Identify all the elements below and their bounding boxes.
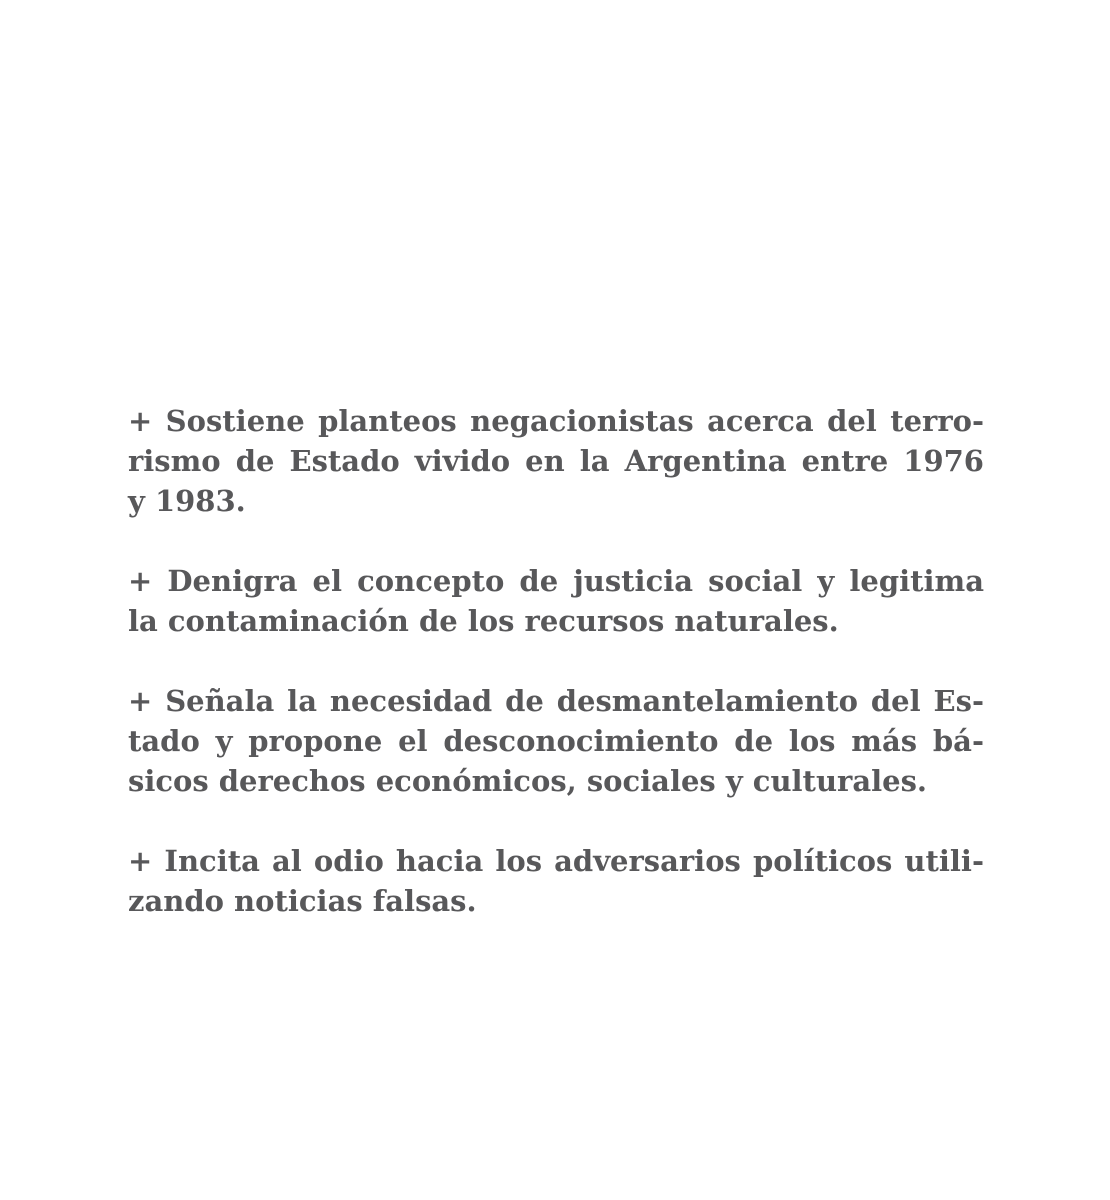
statement-line: y 1983. [128, 484, 246, 518]
statement-line: + Sostiene planteos negacionistas acerca del terro- [128, 404, 984, 438]
statement-list [128, 401, 984, 961]
statement-line: zando noticias falsas. [128, 884, 477, 918]
statement-item [128, 841, 984, 921]
statement-line: + Incita al odio hacia los adversarios políticos utili- [128, 844, 984, 878]
statement-line: + Señala la necesidad de desmantelamiento del Es- [128, 684, 984, 718]
statement-item [128, 401, 984, 521]
statement-line: sicos derechos económicos, sociales y culturales. [128, 764, 928, 798]
statement-item [128, 561, 984, 641]
statement-line: tado y propone el desconocimiento de los más bá- [128, 724, 984, 758]
statement-line: rismo de Estado vivido en la Argentina entre 1976 [128, 444, 984, 478]
statement-line: la contaminación de los recursos naturales. [128, 604, 839, 638]
statement-line: + Denigra el concepto de justicia social y legitima [128, 564, 984, 598]
statement-item [128, 681, 984, 801]
